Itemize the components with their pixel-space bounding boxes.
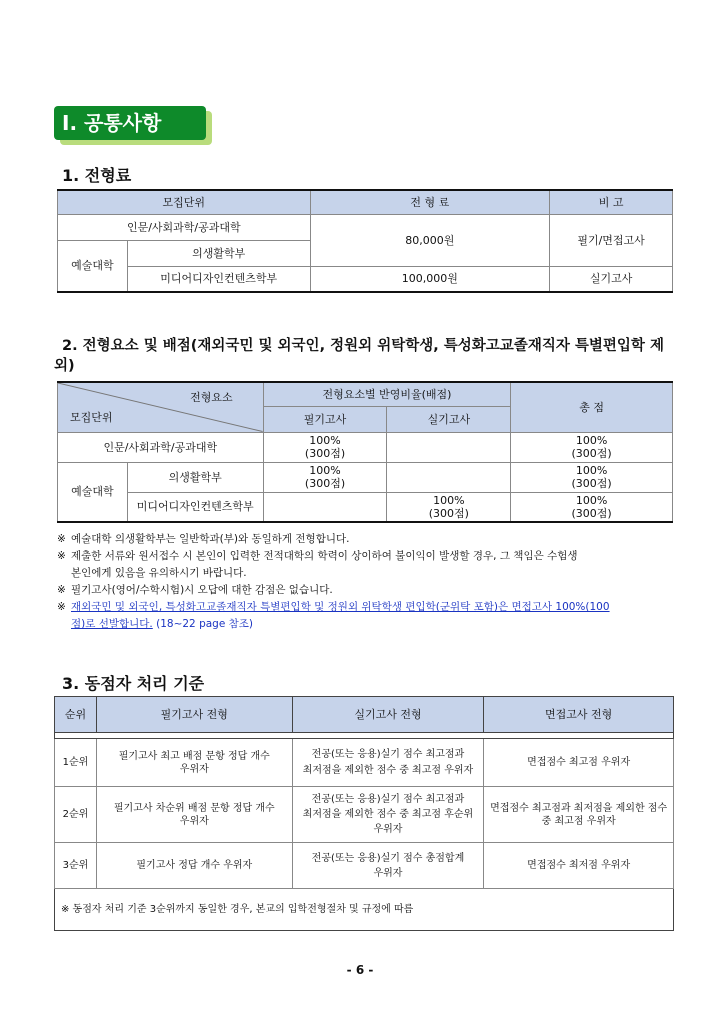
score-row2-practical	[387, 462, 511, 492]
page-reference: (18~22 page 참조)	[156, 618, 254, 630]
page-number: - 6 -	[346, 963, 374, 977]
total-header: 총 점	[511, 382, 673, 432]
note-2: ※ 제출한 서류와 원서접수 시 본인이 입력한 전적대학의 학력이 상이하여 불이익이 발생할 경우, 그 책임은 수험생	[57, 550, 578, 562]
section-heading: Ⅰ. 공통사항	[54, 106, 206, 140]
tie-row3-practical: 전공(또는 응용)실기 점수 총점합계 우위자	[292, 843, 484, 889]
tie-row2-practical: 전공(또는 응용)실기 점수 최고점과 최저점을 제외한 점수 중 최고점 후순위 우위자	[292, 787, 484, 843]
tie-row1-rank: 1순위	[55, 739, 97, 787]
score-row2-unit: 의생활학부	[127, 462, 263, 492]
notes-block	[57, 531, 677, 633]
note-4-cont: 점)로 선발합니다. (18~22 page 참조)	[71, 618, 254, 630]
score-row1-unit: 인문/사회과학/공과대학	[58, 432, 264, 462]
section2-title-line1: 2. 전형요소 및 배점(재외국민 및 외국인, 정원외 위탁학생, 특성화고교졸재직자 특별편입학 제	[62, 338, 664, 354]
fee-header-note: 비 고	[550, 190, 673, 214]
note-4: ※ 재외국민 및 외국인, 특성화고교졸재직자 특별편입학 및 정원외 위탁학생 편입학(군위탁 포함)은 면접고사 100%(100	[57, 601, 610, 613]
diag-bottom-label: 모집단위	[70, 410, 113, 424]
fee-row3-unit: 미디어디자인컨텐츠학부	[127, 266, 310, 292]
diag-top-label: 전형요소	[190, 391, 233, 404]
tie-row3-interview: 면접점수 최저점 우위자	[484, 843, 674, 889]
fee-row1-note: 필기/면접고사	[550, 214, 673, 266]
tie-row3-written: 필기고사 정답 개수 우위자	[96, 843, 292, 889]
fee-row1-fee: 80,000원	[310, 214, 550, 266]
tie-header-interview: 면접고사 전형	[484, 697, 674, 733]
fee-row2-unit: 의생활학부	[127, 240, 310, 266]
score-row1-practical	[387, 432, 511, 462]
tie-footnote: ※ 동점자 처리 기준 3순위까지 동일한 경우, 본교의 입학전형절차 및 규정에 따름	[55, 889, 674, 931]
score-row1-written: 100% (300점)	[263, 432, 387, 462]
fee-header-fee: 전 형 료	[310, 190, 550, 214]
fee-row3-fee: 100,000원	[310, 266, 550, 292]
tie-row1-written: 필기고사 최고 배점 문항 정답 개수 우위자	[96, 739, 292, 787]
practical-header: 실기고사	[387, 406, 511, 432]
tie-row3-rank: 3순위	[55, 843, 97, 889]
diagonal-header-cell	[58, 382, 264, 432]
tie-row1-interview: 면접점수 최고점 우위자	[484, 739, 674, 787]
note-3: ※ 필기고사(영어/수학시험)시 오답에 대한 감점은 없습니다.	[57, 584, 333, 596]
score-art-college: 예술대학	[58, 462, 128, 522]
section1-title: 1. 전형료	[62, 166, 132, 185]
tie-row2-rank: 2순위	[55, 787, 97, 843]
fee-row1-unit: 인문/사회과학/공과대학	[58, 214, 311, 240]
tie-row2-written: 필기고사 차순위 배점 문항 정답 개수 우위자	[96, 787, 292, 843]
score-row3-practical: 100% (300점)	[387, 492, 511, 522]
written-header: 필기고사	[263, 406, 387, 432]
note-2-cont: 본인에게 있음을 유의하시기 바랍니다.	[71, 567, 247, 579]
tie-header-written: 필기고사 전형	[96, 697, 292, 733]
tie-header-rank: 순위	[55, 697, 97, 733]
score-row3-total: 100% (300점)	[511, 492, 673, 522]
score-row3-unit: 미디어디자인컨텐츠학부	[127, 492, 263, 522]
note-1: ※ 예술대학 의생활학부는 일반학과(부)와 동일하게 전형합니다.	[57, 533, 350, 545]
fee-header-unit: 모집단위	[58, 190, 311, 214]
ratio-header: 전형요소별 반영비율(배점)	[263, 382, 511, 406]
score-row2-written: 100% (300점)	[263, 462, 387, 492]
section3-title: 3. 동점자 처리 기준	[62, 674, 205, 693]
tie-row1-practical: 전공(또는 응용)실기 점수 최고점과 최저점을 제외한 점수 중 최고점 우위자	[292, 739, 484, 787]
tiebreak-table	[54, 696, 674, 931]
score-row1-total: 100% (300점)	[511, 432, 673, 462]
score-table	[57, 381, 673, 523]
fee-table	[57, 189, 673, 293]
score-row3-written	[263, 492, 387, 522]
score-row2-total: 100% (300점)	[511, 462, 673, 492]
tie-row2-interview: 면접점수 최고점과 최저점을 제외한 점수 중 최고점 우위자	[484, 787, 674, 843]
fee-row3-note: 실기고사	[550, 266, 673, 292]
tie-header-practical: 실기고사 전형	[292, 697, 484, 733]
fee-art-college: 예술대학	[58, 240, 128, 292]
section2-title-line2: 외)	[54, 358, 75, 374]
